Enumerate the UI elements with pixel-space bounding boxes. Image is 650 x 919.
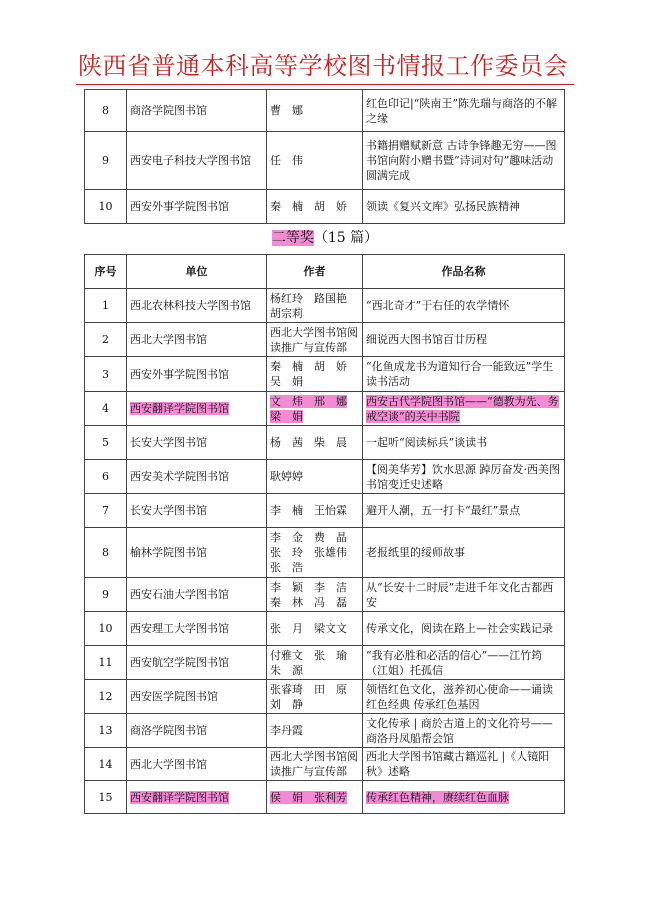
table-row [85,289,565,323]
second-prize-label: 二等奖 [271,230,314,246]
row-author: 李 楠 王怡霖 [267,494,363,528]
row-unit: 西安外事学院图书馆 [127,190,267,224]
header-no: 序号 [85,255,127,289]
row-author: 秦 楠 胡 娇 [267,190,363,224]
row-unit: 西安航空学院图书馆 [127,646,267,680]
row-work: 从“长安十二时辰”走进千年文化古都西安 [363,578,565,612]
row-unit: 榆林学院图书馆 [127,528,267,578]
first-prize-table-continued [84,89,565,224]
table-row [85,392,565,426]
row-unit: 西安美术学院图书馆 [127,460,267,494]
highlighted-text: 传承红色精神，赓续红色血脉 [366,790,509,804]
highlighted-text: 侯 娟 张利芳 [270,790,347,804]
row-author [267,392,363,426]
row-number: 7 [85,494,127,528]
row-author: 耿婷婷 [267,460,363,494]
row-number: 10 [85,190,127,224]
row-unit: 西北大学图书馆 [127,323,267,357]
row-number: 4 [85,392,127,426]
row-author: 西北大学图书馆阅读推广与宣传部 [267,323,363,357]
row-work: 领读《复兴文库》弘扬民族精神 [363,190,565,224]
row-author: 李丹霞 [267,714,363,748]
row-work [363,392,565,426]
row-unit: 长安大学图书馆 [127,494,267,528]
highlighted-text: 文 炜 邢 娜 梁 娟 [270,394,347,423]
row-number: 3 [85,357,127,392]
row-unit: 西安医学院图书馆 [127,680,267,714]
row-work: 西北大学图书馆藏古籍巡礼 |《人镜阳秋》述略 [363,748,565,781]
table-row [85,357,565,392]
highlighted-text: 西安翻译学院图书馆 [130,402,229,415]
row-author: 李 金 费 晶 张 玲 张雄伟 张 浩 [267,528,363,578]
table-row [85,132,565,190]
table-row [85,578,565,612]
row-work: 领悟红色文化，滋养初心使命——诵读红色经典 传承红色基因 [363,680,565,714]
table-row [85,90,565,132]
second-prize-count: （15 篇） [313,230,379,246]
row-unit: 西安外事学院图书馆 [127,357,267,392]
table-row [85,646,565,680]
row-number: 12 [85,680,127,714]
row-unit [127,392,267,426]
row-number: 13 [85,714,127,748]
row-unit: 西安电子科技大学图书馆 [127,132,267,190]
row-author: 付雅文 张 瑜 朱 源 [267,646,363,680]
row-work: “化鱼成龙书为道知行合一能致远”学生读书活动 [363,357,565,392]
second-prize-heading [0,227,650,247]
row-work: 书籍捐赠赋新意 古诗争锋趣无穷——图书馆向附小赠书暨“诗词对句”趣味活动圆满完成 [363,132,565,190]
page-header [0,0,650,86]
row-number: 10 [85,612,127,646]
row-work: 细说西大图书馆百廿历程 [363,323,565,357]
row-work: 老报纸里的绥师故事 [363,528,565,578]
header-unit: 单位 [127,255,267,289]
row-number: 14 [85,748,127,781]
row-author: 张睿琦 田 原 刘 静 [267,680,363,714]
row-work: “我有必胜和必活的信心”——江竹筠（江姐）托孤信 [363,646,565,680]
row-number: 11 [85,646,127,680]
row-unit: 西北农林科技大学图书馆 [127,289,267,323]
row-author: 西北大学图书馆阅读推广与宣传部 [267,748,363,781]
highlighted-text: 西安古代学院图书馆——“德教为先、务戒空谈”的关中书院 [366,394,559,423]
row-number: 6 [85,460,127,494]
table-row [85,494,565,528]
row-number: 2 [85,323,127,357]
row-number: 8 [85,528,127,578]
row-number: 9 [85,132,127,190]
table-header-row [85,255,565,289]
row-unit: 长安大学图书馆 [127,426,267,460]
row-author: 张 月 梁文文 [267,612,363,646]
header-divider [76,84,574,85]
row-work: 【阅美华芳】饮水思源 踔厉奋发·西美图书馆变迁史述略 [363,460,565,494]
table-row [85,460,565,494]
row-work: 一起听“阅读标兵”谈读书 [363,426,565,460]
table-row [85,714,565,748]
row-work: 传承文化，阅读在路上—社会实践记录 [363,612,565,646]
row-author: 任 伟 [267,132,363,190]
row-number: 5 [85,426,127,460]
row-unit: 商洛学院图书馆 [127,714,267,748]
table-row [85,323,565,357]
row-author: 曹 娜 [267,90,363,132]
header-author: 作者 [267,255,363,289]
committee-title: 陕西省普通本科高等学校图书情报工作委员会 [78,52,568,80]
row-unit [127,781,267,814]
row-work [363,781,565,814]
row-work: 文化传承 | 商於古道上的文化符号——商洛丹凤船帮会馆 [363,714,565,748]
row-number: 1 [85,289,127,323]
row-author: 李 颖 李 洁 秦 林 冯 磊 [267,578,363,612]
row-number: 9 [85,578,127,612]
row-author: 杨 茜 柴 晨 [267,426,363,460]
header-work: 作品名称 [363,255,565,289]
table-row [85,528,565,578]
table-row [85,781,565,814]
row-unit: 西安石油大学图书馆 [127,578,267,612]
row-work: 红色印记|“陕南王”陈先瑞与商洛的不解之缘 [363,90,565,132]
row-unit: 西北大学图书馆 [127,748,267,781]
row-work: “西北奇才”于右任的农学情怀 [363,289,565,323]
row-work: 避开人潮，五一打卡“最红”景点 [363,494,565,528]
row-author: 杨红玲 路国艳 胡宗莉 [267,289,363,323]
table-row [85,190,565,224]
row-unit: 商洛学院图书馆 [127,90,267,132]
second-prize-table [84,254,565,814]
table-row [85,612,565,646]
row-number: 15 [85,781,127,814]
row-author: 秦 楠 胡 娇 吴 娟 [267,357,363,392]
row-author [267,781,363,814]
highlighted-text: 西安翻译学院图书馆 [130,790,229,804]
row-number: 8 [85,90,127,132]
table-row [85,680,565,714]
row-unit: 西安理工大学图书馆 [127,612,267,646]
table-row [85,748,565,781]
table-row [85,426,565,460]
